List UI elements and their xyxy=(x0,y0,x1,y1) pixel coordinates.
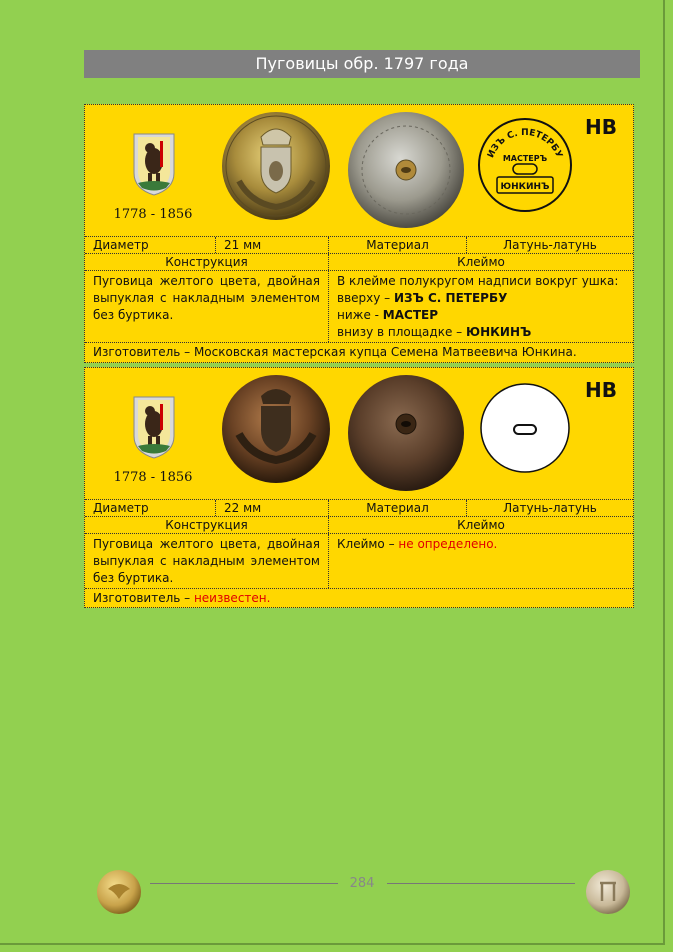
mark-intro: В клейме полукругом надписи вокруг ушка: xyxy=(337,274,619,288)
page-number: 284 xyxy=(349,876,375,891)
page-title: Пуговицы обр. 1797 года xyxy=(84,50,640,78)
diameter-value: 21 мм xyxy=(216,237,329,253)
button-front-photo xyxy=(221,374,331,484)
material-label: Материал xyxy=(329,500,467,516)
mark-header: Клеймо xyxy=(457,518,505,532)
maker-mark-drawing xyxy=(477,117,573,213)
eagle-button-icon xyxy=(96,869,142,915)
mark-header: Клеймо xyxy=(457,255,505,269)
details-row xyxy=(85,271,633,343)
material-value: Латунь-латунь xyxy=(503,501,597,515)
specs-row xyxy=(85,500,633,517)
stamp-top-text: ИЗЪ С. ПЕТЕРБУ xyxy=(486,128,564,160)
stamp-mid-text: МАСТЕРЪ xyxy=(502,154,548,163)
mark-mid-line: ниже - МАСТЕР xyxy=(337,308,439,322)
item-code: НВ xyxy=(585,378,617,402)
years-label: 1778 - 1856 xyxy=(113,470,193,485)
diameter-value: 22 мм xyxy=(216,500,329,516)
material-value: Латунь-латунь xyxy=(503,238,597,252)
footer-line-left xyxy=(150,883,338,884)
construction-header: Конструкция xyxy=(85,517,329,533)
yaroslavl-crest-icon xyxy=(131,131,177,197)
button-back-photo xyxy=(347,111,465,229)
button-front-photo xyxy=(221,111,331,221)
button-card-2 xyxy=(84,367,634,608)
mark-description: Клеймо – не определено. xyxy=(337,537,498,551)
item-code: НВ xyxy=(585,115,617,139)
construction-text: Пуговица желтого цвета, двойная выпуклая с накладным элементом без буртика. xyxy=(85,271,329,342)
section-header-row xyxy=(85,254,633,271)
button-back-photo xyxy=(347,374,465,492)
maker-row: Изготовитель – Московская мастерская купца Семена Матвеевича Юнкина. xyxy=(93,345,577,359)
construction-header: Конструкция xyxy=(85,254,329,270)
image-row xyxy=(85,105,633,237)
diameter-label: Диаметр xyxy=(85,237,216,253)
button-card-1 xyxy=(84,104,634,363)
diameter-label: Диаметр xyxy=(85,500,216,516)
details-row xyxy=(85,534,633,589)
mark-top-line: вверху – ИЗЪ С. ПЕТЕРБУ xyxy=(337,291,508,305)
mark-description xyxy=(329,271,633,342)
footer-line-right xyxy=(387,883,575,884)
stamp-bottom-text: ЮНКИНЪ xyxy=(500,182,550,192)
construction-text: Пуговица желтого цвета, двойная выпуклая с накладным элементом без буртика. xyxy=(85,534,329,588)
material-label: Материал xyxy=(329,237,467,253)
specs-row xyxy=(85,237,633,254)
maker-mark-drawing xyxy=(477,380,573,476)
years-label: 1778 - 1856 xyxy=(113,207,193,222)
image-row xyxy=(85,368,633,500)
monogram-button-icon xyxy=(585,869,631,915)
section-header-row xyxy=(85,517,633,534)
mark-bottom-line: внизу в площадке – ЮНКИНЪ xyxy=(337,325,532,339)
yaroslavl-crest-icon xyxy=(131,394,177,460)
maker-row: Изготовитель – неизвестен. xyxy=(93,591,271,605)
